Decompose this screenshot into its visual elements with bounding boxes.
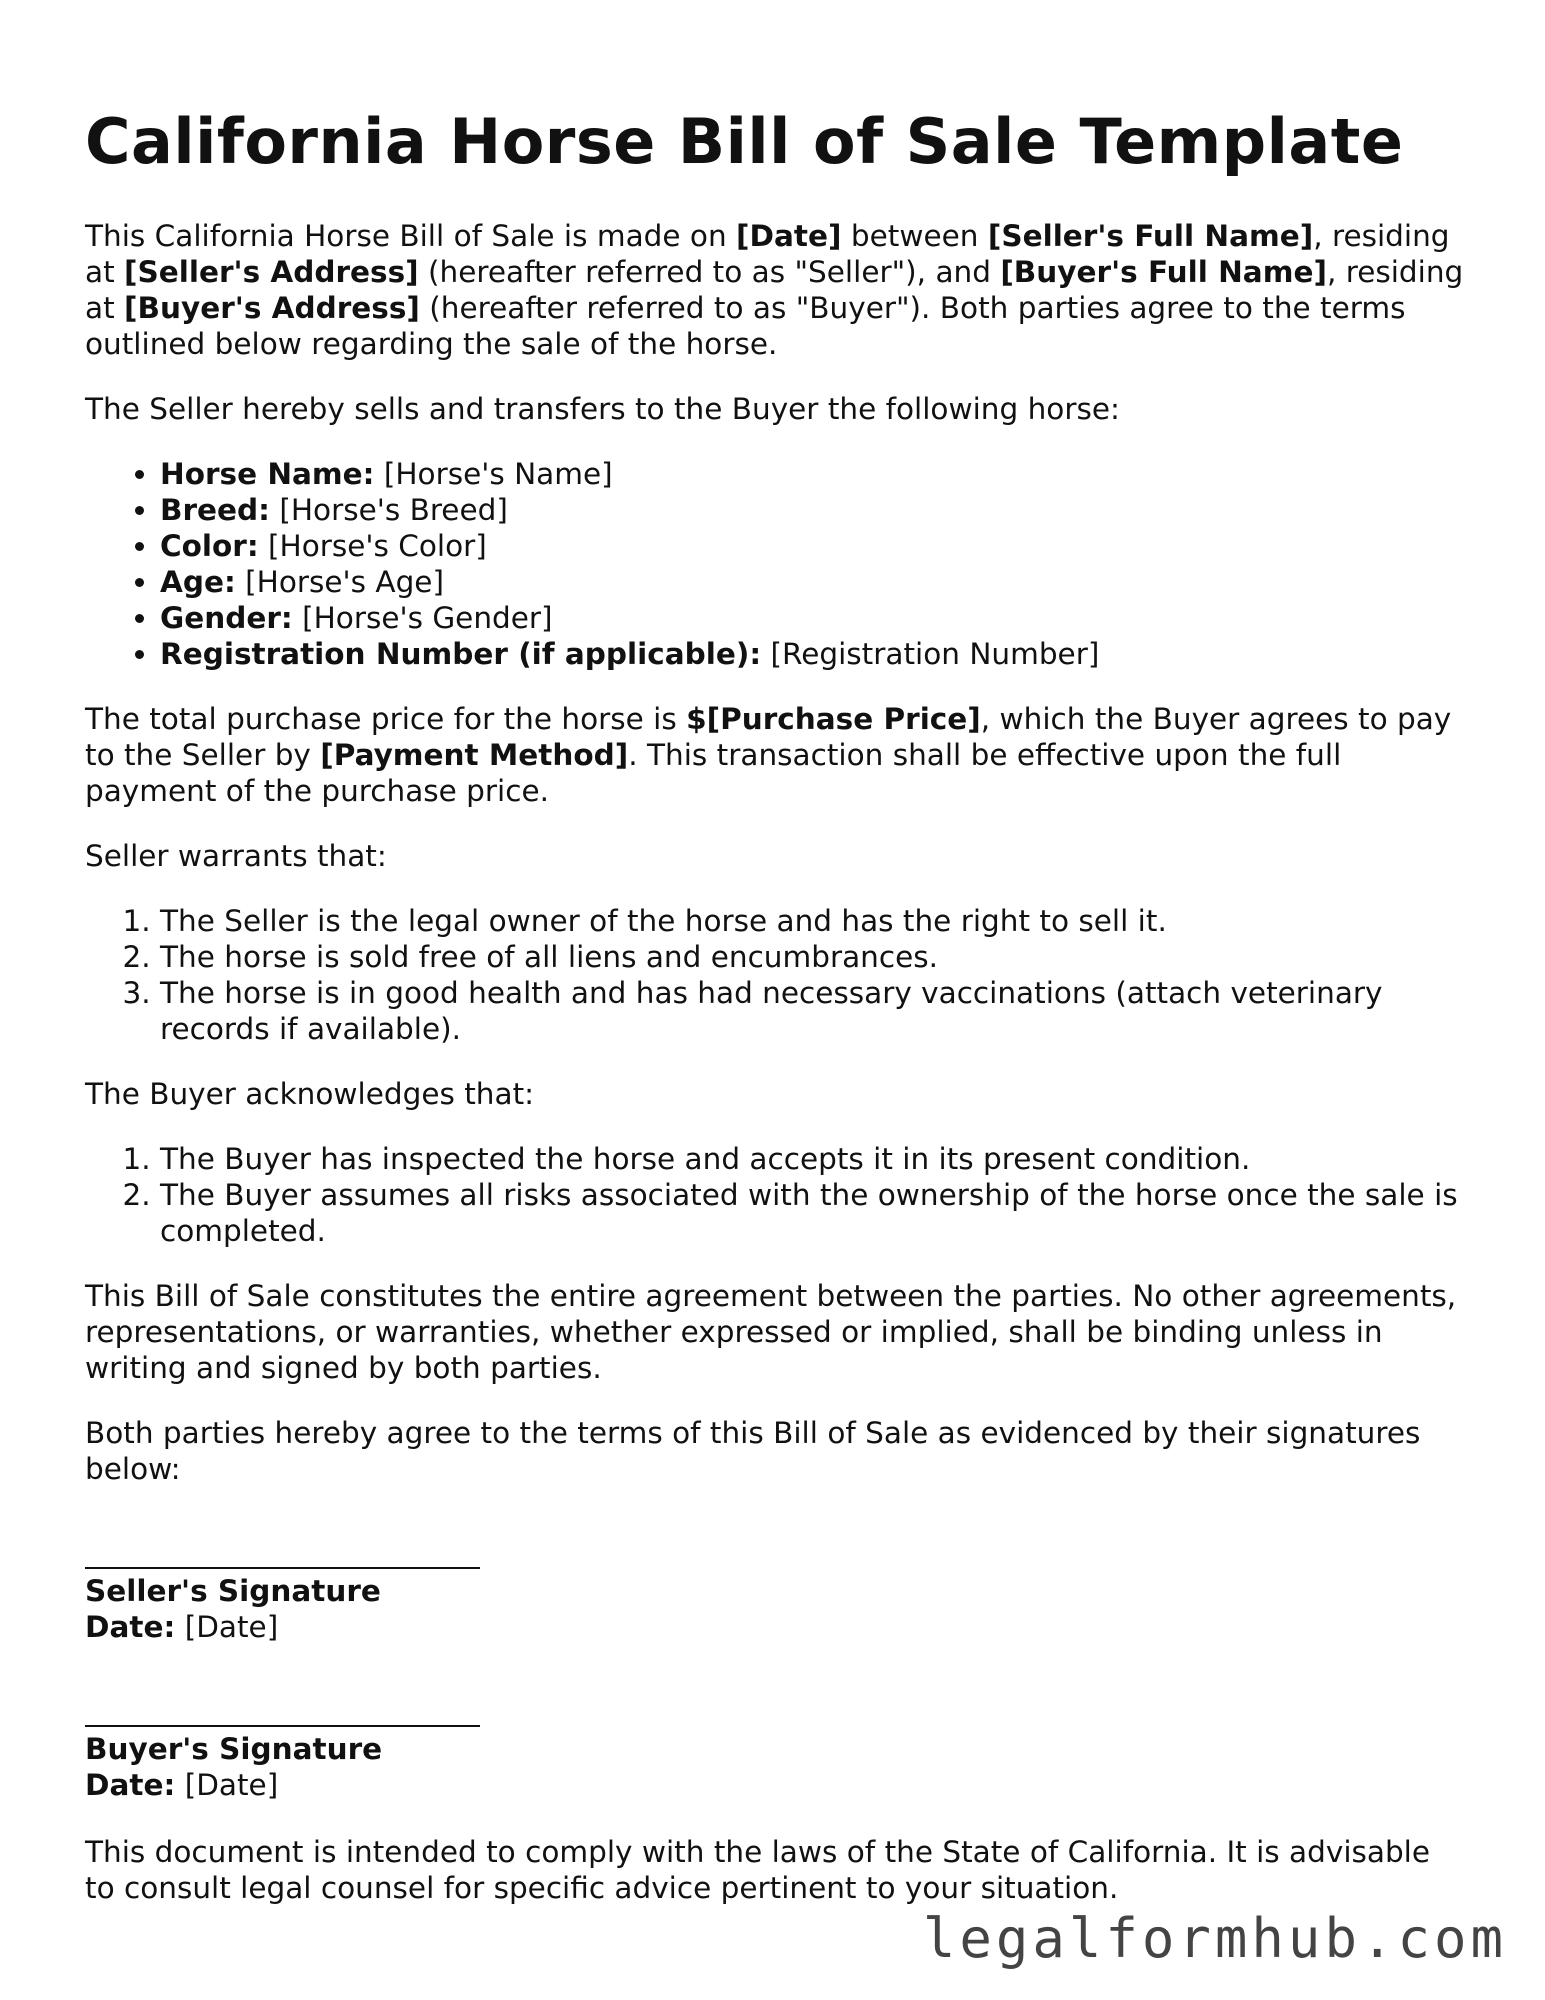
seller-warranties-list xyxy=(85,903,1465,1047)
seller-name-placeholder: [Seller's Full Name] xyxy=(987,219,1314,253)
list-item: 3. The horse is in good health and has had necessary vaccinations (attach veterinary records if available). xyxy=(160,975,1465,1047)
payment-method-placeholder: [Payment Method] xyxy=(320,738,629,772)
list-item: • Registration Number (if applicable): [Registration Number] xyxy=(160,636,1465,672)
list-item: 1. The Buyer has inspected the horse and accepts it in its present condition. xyxy=(160,1141,1465,1177)
buyer-name-placeholder: [Buyer's Full Name] xyxy=(1000,255,1327,289)
seller-signature-block xyxy=(85,1537,1465,1645)
document-body xyxy=(85,218,1465,1935)
buyer-signature-line[interactable] xyxy=(85,1695,480,1727)
intro-paragraph: This California Horse Bill of Sale is made on [Date] between [Seller's Full Name], residing at [Seller's Address] (hereafter referred to as "Seller"), and [Buyer's Full Name], residing at [Buyer's Address] (hereafter referred to as "Buyer"). Both parties agree to the terms outlined below regarding the sale of the horse. xyxy=(85,219,1464,361)
buyer-signature-block xyxy=(85,1695,1465,1803)
disclaimer-paragraph: This document is intended to comply with the laws of the State of California. It is advisable to consult legal counsel for specific advice pertinent to your situation. xyxy=(85,1835,1431,1905)
buyer-ack-heading: The Buyer acknowledges that: xyxy=(85,1077,535,1111)
document-title: California Horse Bill of Sale Template xyxy=(85,105,1404,178)
list-item: • Color: [Horse's Color] xyxy=(160,528,1465,564)
seller-address-placeholder: [Seller's Address] xyxy=(124,255,419,289)
site-watermark: legalformhub.com xyxy=(922,1907,1507,1970)
list-item: • Gender: [Horse's Gender] xyxy=(160,600,1465,636)
seller-signature-label: Seller's Signature xyxy=(85,1574,381,1608)
horse-details-list xyxy=(85,456,1465,672)
buyer-signature-label: Buyer's Signature xyxy=(85,1732,383,1766)
sale-date-placeholder: [Date] xyxy=(736,219,842,253)
buyer-signature-date: Date: [Date] xyxy=(85,1768,279,1802)
list-item: 2. The horse is sold free of all liens and encumbrances. xyxy=(160,939,1465,975)
buyer-acknowledgements-list xyxy=(85,1141,1465,1249)
seller-signature-line[interactable] xyxy=(85,1537,480,1569)
agree-paragraph: Both parties hereby agree to the terms of this Bill of Sale as evidenced by their signatures below: xyxy=(85,1416,1421,1486)
seller-warrants-heading: Seller warrants that: xyxy=(85,839,387,873)
list-item: 2. The Buyer assumes all risks associated with the ownership of the horse once the sale is completed. xyxy=(160,1177,1465,1249)
price-paragraph: The total purchase price for the horse is $[Purchase Price], which the Buyer agrees to pay to the Seller by [Payment Method]. This transaction shall be effective upon the full payment of the purchase price. xyxy=(85,702,1452,808)
list-item: • Breed: [Horse's Breed] xyxy=(160,492,1465,528)
list-item: • Horse Name: [Horse's Name] xyxy=(160,456,1465,492)
list-item: 1. The Seller is the legal owner of the horse and has the right to sell it. xyxy=(160,903,1465,939)
buyer-address-placeholder: [Buyer's Address] xyxy=(124,291,420,325)
list-item: • Age: [Horse's Age] xyxy=(160,564,1465,600)
purchase-price-placeholder: $[Purchase Price] xyxy=(686,702,981,736)
transfer-paragraph: The Seller hereby sells and transfers to the Buyer the following horse: xyxy=(85,392,1120,426)
seller-signature-date: Date: [Date] xyxy=(85,1610,279,1644)
entire-agreement-paragraph: This Bill of Sale constitutes the entire agreement between the parties. No other agreements, representations, or warranties, whether expressed or implied, shall be binding unless in writing and signed by both parties. xyxy=(85,1279,1457,1385)
